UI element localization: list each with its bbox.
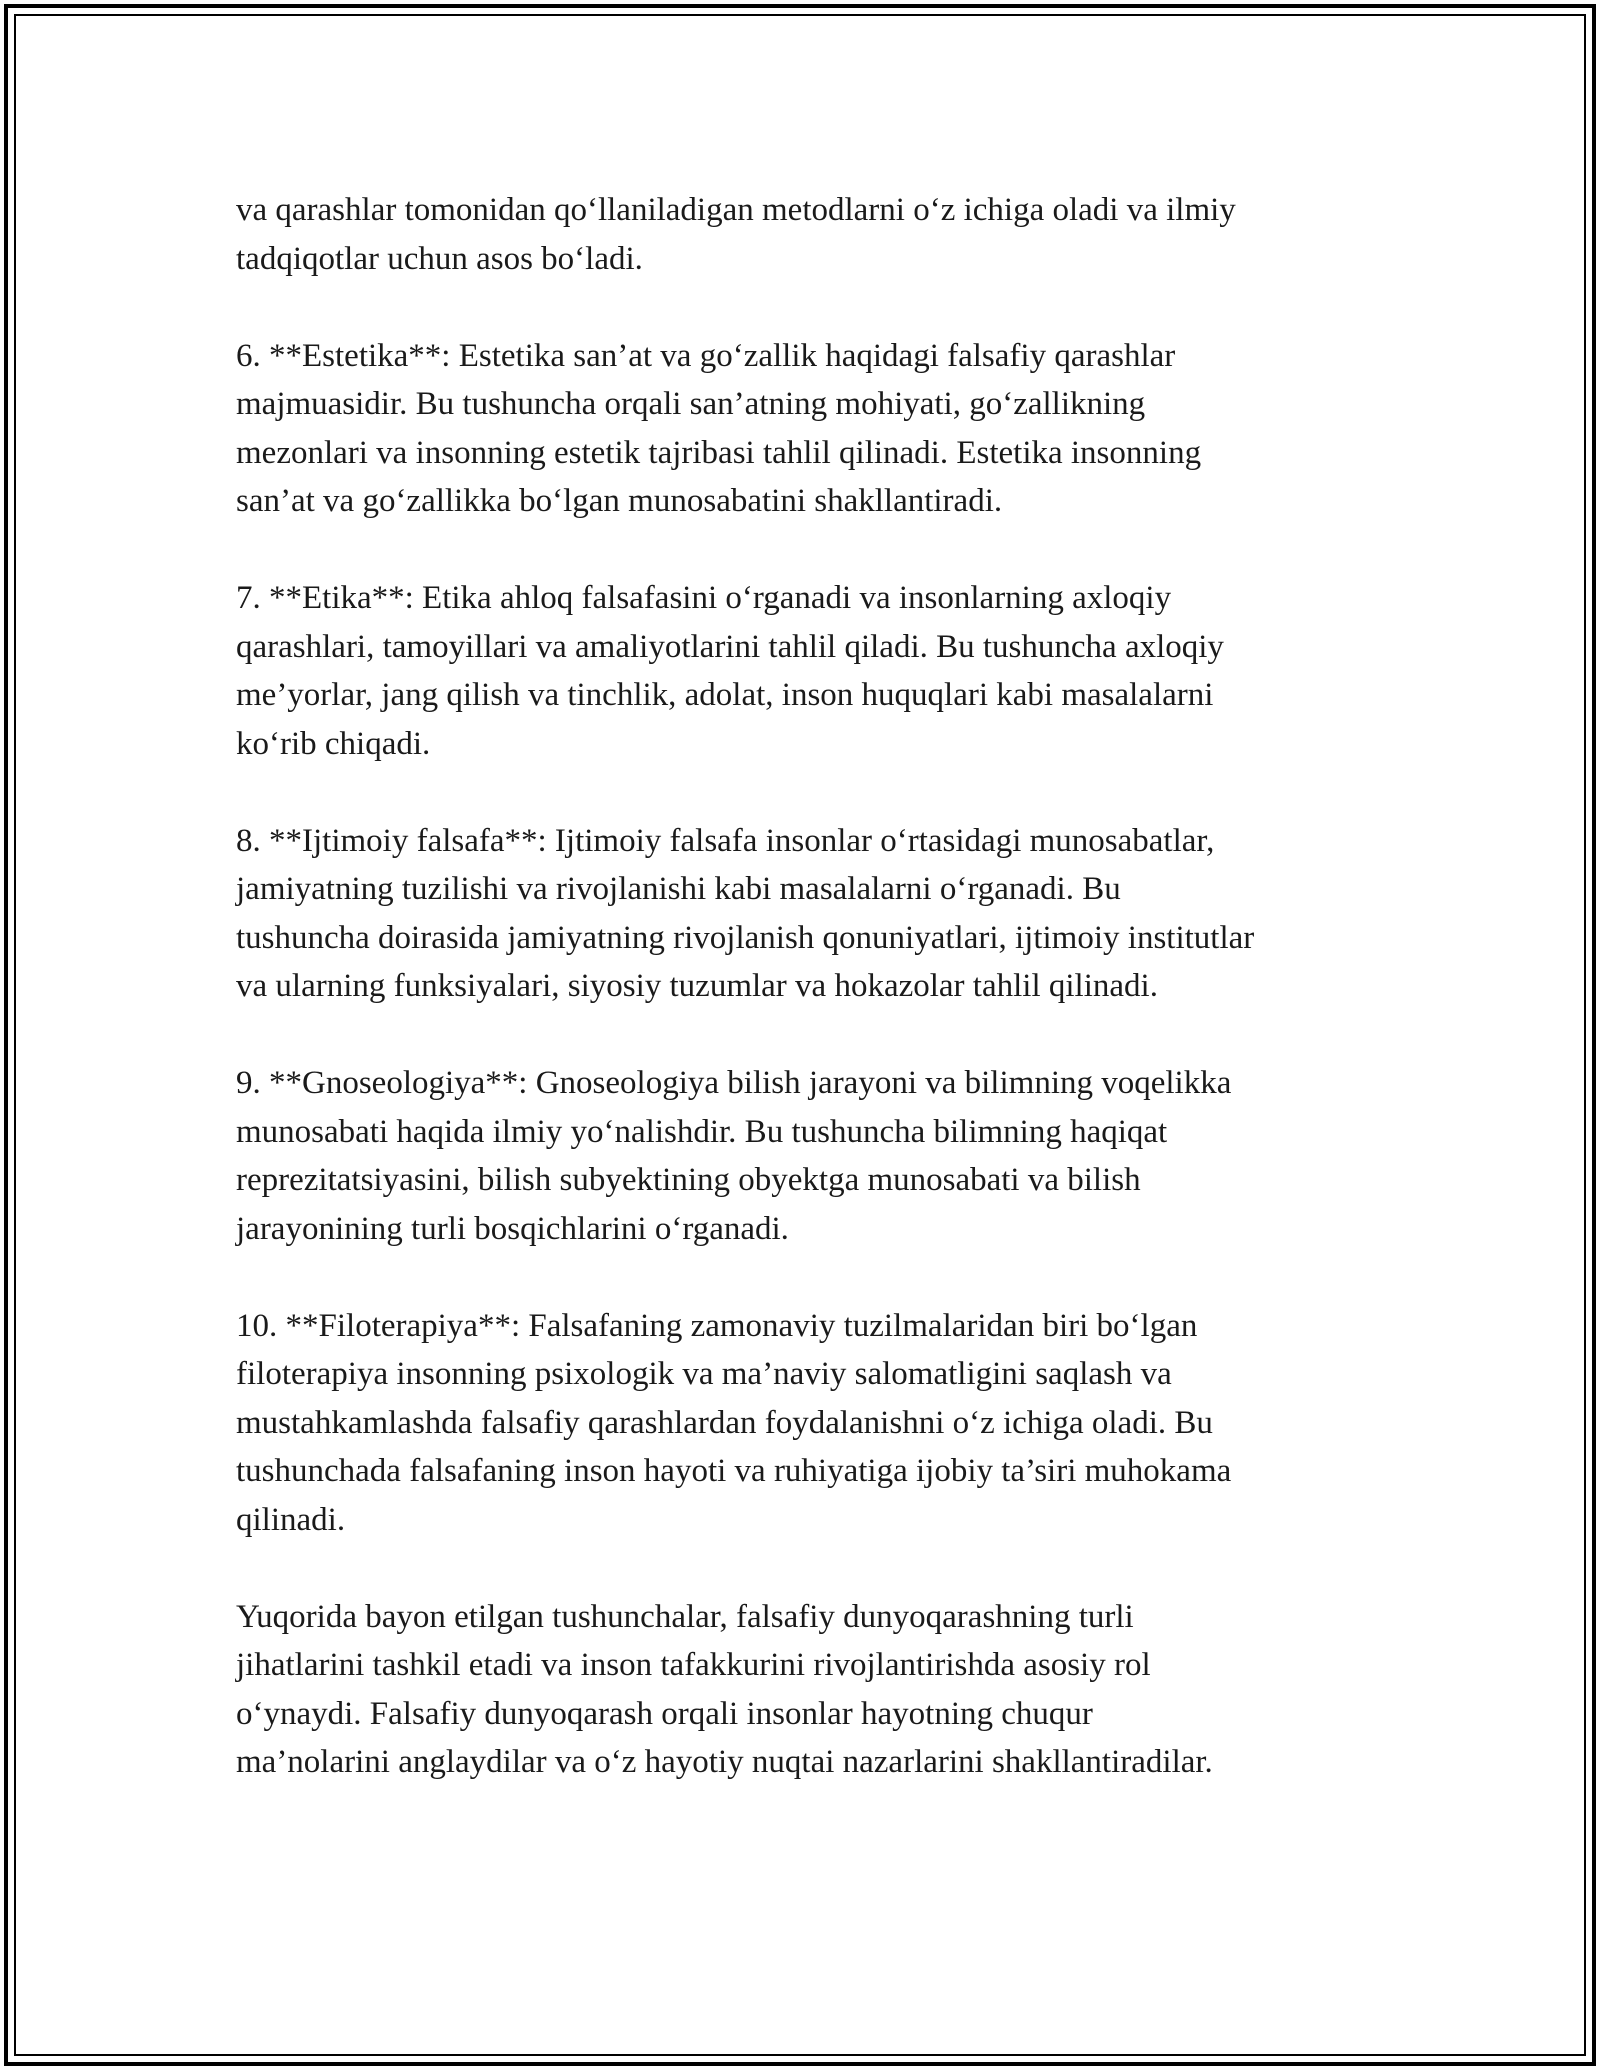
paragraph-conclusion: Yuqorida bayon etilgan tushunchalar, falsafiy dunyoqarashning turli jihatlarini tashkil etadi va inson tafakkurini rivojlantirishda asosiy rol o‘ynaydi. Falsafiy dunyoqarash orqali insonlar hayotning chuqur ma’nolarini anglaydilar va o‘z hayotiy nuqtai nazarlarini shakllantiradilar. [236, 1598, 1213, 1780]
paragraph-ijtimoiy-falsafa: 8. **Ijtimoiy falsafa**: Ijtimoiy falsafa insonlar o‘rtasidagi munosabatlar, jamiyatning tuzilishi va rivojlanishi kabi masalalarni o‘rganadi. Bu tushuncha doirasida jamiyatning rivojlanish qonuniyatlari, ijtimoiy institutlar va ularning funksiyalari, siyosiy tuzumlar va hokazolar tahlil qilinadi. [236, 822, 1255, 1004]
paragraph-gnoseologiya: 9. **Gnoseologiya**: Gnoseologiya bilish jarayoni va bilimning voqelikka munosabati haqida ilmiy yo‘nalishdir. Bu tushuncha bilimning haqiqat reprezitatsiyasini, bilish subyektining obyektga munosabati va bilish jarayonining turli bosqichlarini o‘rganadi. [236, 1065, 1232, 1247]
paragraph-filoterapiya: 10. **Filoterapiya**: Falsafaning zamonaviy tuzilmalaridan biri bo‘lgan filoterapiya insonning psixologik va ma’naviy salomatligini saqlash va mustahkamlashda falsafiy qarashlardan foydalanishni o‘z ichiga oladi. Bu tushunchada falsafaning inson hayoti va ruhiyatiga ijobiy ta’siri muhokama qilinadi. [236, 1307, 1232, 1538]
document-body [236, 186, 1386, 1835]
paragraph-continuation: va qarashlar tomonidan qo‘llaniladigan metodlarni o‘z ichiga oladi va ilmiy tadqiqotlar uchun asos bo‘ladi. [236, 192, 1236, 277]
paragraph-estetika: 6. **Estetika**: Estetika san’at va go‘zallik haqidagi falsafiy qarashlar majmuasidir. Bu tushuncha orqali san’atning mohiyati, go‘zallikning mezonlari va insonning estetik tajribasi tahlil qilinadi. Estetika insonning san’at va go‘zallikka bo‘lgan munosabatini shakllantiradi. [236, 337, 1202, 519]
paragraph-etika: 7. **Etika**: Etika ahloq falsafasini o‘rganadi va insonlarning axloqiy qarashlari, tamoyillari va amaliyotlarini tahlil qiladi. Bu tushuncha axloqiy me’yorlar, jang qilish va tinchlik, adolat, inson huquqlari kabi masalalarni ko‘rib chiqadi. [236, 580, 1224, 762]
